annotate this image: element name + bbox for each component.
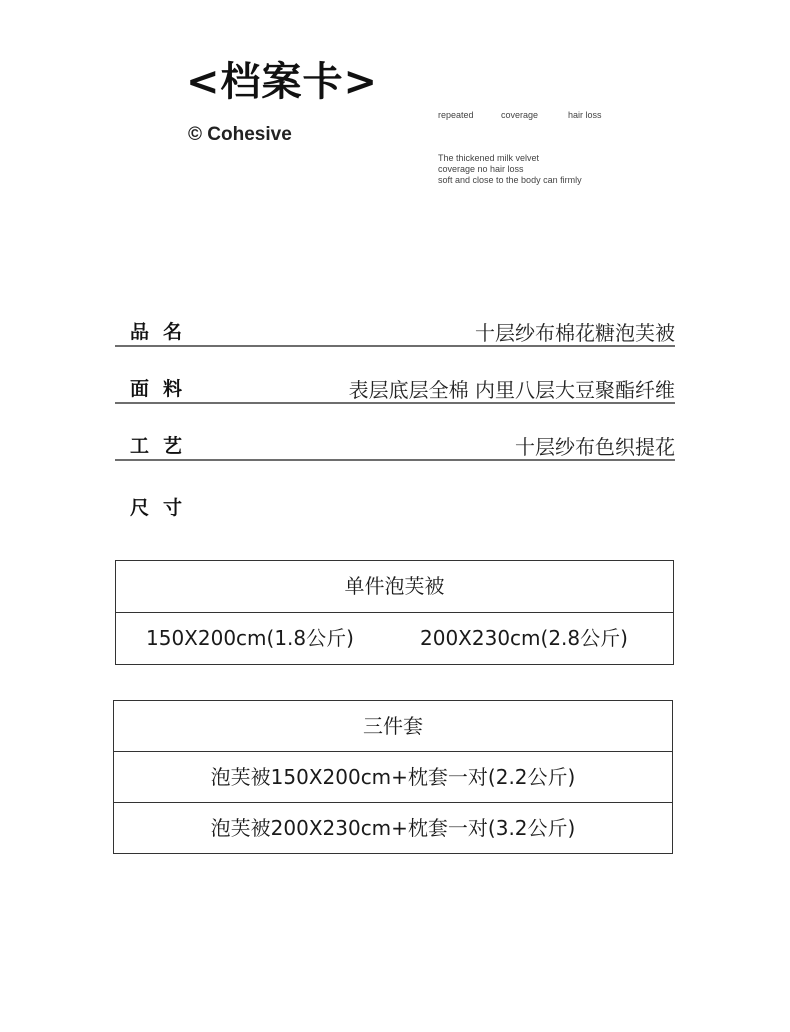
single-quilt-table (115, 560, 674, 665)
spec-label: 工艺 (130, 435, 197, 457)
tag-coverage: coverage (501, 110, 539, 120)
table-header: 三件套 (363, 714, 423, 738)
spec-row-craft (115, 429, 675, 461)
spec-label: 面料 (130, 378, 197, 400)
table-row (116, 612, 673, 664)
spec-row-name (115, 315, 675, 347)
description-line: coverage no hair loss (438, 164, 524, 174)
page-title: <档案卡> (186, 59, 379, 105)
spec-label: 品名 (130, 321, 197, 343)
spec-value: 十层纱布棉花糖泡芙被 (475, 321, 675, 345)
brand-logo: © Cohesive (188, 124, 292, 145)
product-description (438, 153, 582, 186)
tag-repeated: repeated (438, 110, 474, 120)
size-label: 尺寸 (130, 497, 197, 519)
tag-hair-loss: hair loss (568, 110, 602, 120)
three-piece-set-table (113, 700, 673, 854)
spec-value: 十层纱布色织提花 (515, 435, 675, 459)
table-row: 泡芙被200X230cm+枕套一对(3.2公斤) (114, 802, 672, 853)
spec-value: 表层底层全棉 内里八层大豆聚酯纤维 (348, 378, 675, 402)
description-line: The thickened milk velvet (438, 153, 540, 163)
size-option: 200X230cm(2.8公斤) (420, 626, 628, 650)
description-line: soft and close to the body can firmly (438, 175, 582, 185)
spec-row-fabric (115, 372, 675, 404)
table-row: 泡芙被150X200cm+枕套一对(2.2公斤) (114, 751, 672, 802)
size-option: 150X200cm(1.8公斤) (146, 626, 354, 650)
table-header: 单件泡芙被 (344, 574, 445, 598)
